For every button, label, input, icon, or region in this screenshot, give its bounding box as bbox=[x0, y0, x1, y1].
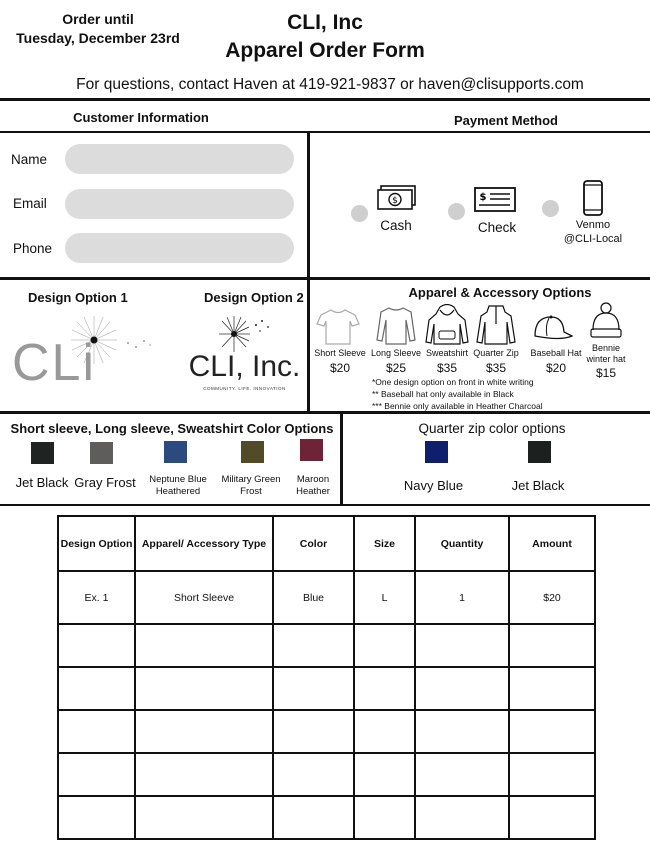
color-label-navy-blue: Navy Blue bbox=[403, 478, 464, 493]
venmo-name: Venmo bbox=[575, 219, 611, 231]
table-row bbox=[58, 796, 595, 839]
phone-label: Phone bbox=[13, 241, 53, 256]
table-cell[interactable] bbox=[135, 624, 273, 667]
short-sleeve-icon bbox=[316, 308, 360, 346]
short-sleeve-label: Short Sleeve bbox=[314, 348, 366, 358]
table-cell[interactable] bbox=[58, 796, 135, 839]
table-cell[interactable] bbox=[354, 667, 415, 710]
table-cell: L bbox=[354, 571, 415, 624]
page-title bbox=[190, 10, 460, 66]
color-swatch-maroon-heather[interactable] bbox=[300, 439, 323, 461]
color-label-neptune-blue: Neptune Blue Heathered bbox=[149, 474, 207, 497]
table-row bbox=[58, 624, 595, 667]
beanie-price: $15 bbox=[595, 366, 617, 380]
apparel-note-3: *** Bennie only available in Heather Charcoal bbox=[372, 401, 543, 411]
table-cell[interactable] bbox=[354, 753, 415, 796]
table-cell[interactable] bbox=[415, 710, 509, 753]
table-row bbox=[58, 667, 595, 710]
apparel-section-title: Apparel & Accessory Options bbox=[408, 285, 592, 300]
table-cell[interactable] bbox=[135, 796, 273, 839]
table-cell[interactable] bbox=[273, 753, 354, 796]
divider bbox=[340, 412, 343, 506]
apparel-note-2: ** Baseball hat only available in Black bbox=[372, 389, 514, 399]
divider bbox=[307, 278, 310, 411]
table-cell[interactable] bbox=[273, 667, 354, 710]
design-option-2-title: Design Option 2 bbox=[204, 290, 304, 305]
venmo-radio[interactable] bbox=[542, 200, 559, 217]
color-label-maroon-heather: Maroon Heather bbox=[296, 474, 330, 497]
phone-field[interactable] bbox=[65, 233, 294, 263]
quarter-zip-icon bbox=[476, 304, 516, 346]
sweatshirt-icon bbox=[425, 304, 469, 346]
color-label-zip-jet-black: Jet Black bbox=[511, 478, 565, 493]
venmo-handle: @CLI-Local bbox=[563, 233, 623, 245]
table-cell: $20 bbox=[509, 571, 595, 624]
table-cell[interactable] bbox=[58, 753, 135, 796]
baseball-hat-label: Baseball Hat bbox=[530, 348, 582, 358]
color-swatch-neptune-blue[interactable] bbox=[164, 441, 187, 463]
table-cell[interactable] bbox=[415, 796, 509, 839]
phone-icon bbox=[582, 180, 604, 216]
color-swatch-navy-blue[interactable] bbox=[425, 441, 448, 463]
color-swatch-zip-jet-black[interactable] bbox=[528, 441, 551, 463]
col-header-color: Color bbox=[273, 516, 354, 571]
design-2-tagline: COMMUNITY. LIFE. INNOVATION bbox=[203, 386, 286, 391]
table-cell[interactable] bbox=[58, 667, 135, 710]
table-cell[interactable] bbox=[509, 667, 595, 710]
divider bbox=[307, 131, 310, 278]
col-header-type: Apparel/ Accessory Type bbox=[135, 516, 273, 571]
long-sleeve-icon bbox=[376, 306, 416, 346]
name-label: Name bbox=[11, 152, 48, 167]
design-2-logo-text: CLI, Inc. bbox=[188, 350, 301, 383]
divider bbox=[0, 98, 650, 101]
col-header-quantity: Quantity bbox=[415, 516, 509, 571]
cash-label: Cash bbox=[380, 218, 412, 233]
col-header-design: Design Option bbox=[58, 516, 135, 571]
long-sleeve-price: $25 bbox=[385, 361, 407, 375]
venmo-label bbox=[560, 218, 626, 246]
table-cell: 1 bbox=[415, 571, 509, 624]
table-cell[interactable] bbox=[415, 753, 509, 796]
form-title: Apparel Order Form bbox=[225, 39, 425, 62]
table-cell: Short Sleeve bbox=[135, 571, 273, 624]
svg-text:$: $ bbox=[392, 196, 398, 206]
table-cell[interactable] bbox=[58, 710, 135, 753]
color-label-military-green: Military Green Frost bbox=[221, 474, 281, 497]
col-header-size: Size bbox=[354, 516, 415, 571]
table-row bbox=[58, 753, 595, 796]
sweatshirt-label: Sweatshirt bbox=[425, 348, 469, 358]
order-until-label: Order until bbox=[62, 11, 134, 27]
table-cell[interactable] bbox=[135, 710, 273, 753]
table-cell[interactable] bbox=[273, 624, 354, 667]
table-cell[interactable] bbox=[354, 796, 415, 839]
divider bbox=[0, 411, 650, 414]
table-cell[interactable] bbox=[415, 667, 509, 710]
table-cell[interactable] bbox=[509, 753, 595, 796]
table-cell[interactable] bbox=[354, 710, 415, 753]
table-cell: Blue bbox=[273, 571, 354, 624]
email-field[interactable] bbox=[65, 189, 294, 219]
company-name: CLI, Inc bbox=[287, 11, 363, 34]
table-cell[interactable] bbox=[415, 624, 509, 667]
name-field[interactable] bbox=[65, 144, 294, 174]
color-swatch-military-green[interactable] bbox=[241, 441, 264, 463]
check-icon bbox=[474, 187, 516, 213]
baseball-hat-price: $20 bbox=[545, 361, 567, 375]
quarter-zip-label: Quarter Zip bbox=[473, 348, 519, 358]
deadline-date: Tuesday, December 23rd bbox=[16, 30, 180, 46]
zip-colors-title: Quarter zip color options bbox=[418, 421, 566, 436]
payment-section-title: Payment Method bbox=[453, 113, 558, 128]
table-cell[interactable] bbox=[509, 710, 595, 753]
table-header-row bbox=[58, 516, 595, 571]
svg-text:$: $ bbox=[479, 192, 487, 203]
color-swatch-jet-black[interactable] bbox=[31, 442, 54, 464]
color-swatch-gray-frost[interactable] bbox=[90, 442, 113, 464]
table-cell[interactable] bbox=[58, 624, 135, 667]
color-label-jet-black: Jet Black bbox=[15, 475, 69, 490]
email-label: Email bbox=[13, 196, 47, 211]
order-deadline bbox=[8, 10, 188, 48]
design-1-logo-text: CLi bbox=[12, 334, 97, 392]
customer-section-title: Customer Information bbox=[73, 110, 209, 125]
short-sleeve-price: $20 bbox=[329, 361, 351, 375]
check-label: Check bbox=[477, 220, 517, 235]
divider bbox=[0, 504, 650, 506]
table-cell[interactable] bbox=[273, 710, 354, 753]
apparel-note-1: *One design option on front in white writing bbox=[372, 377, 534, 387]
baseball-hat-icon bbox=[531, 314, 573, 342]
quarter-zip-price: $35 bbox=[485, 361, 507, 375]
beanie-label: Bennie winter hat bbox=[586, 343, 626, 364]
table-row bbox=[58, 710, 595, 753]
table-cell[interactable] bbox=[273, 796, 354, 839]
table-cell: Ex. 1 bbox=[58, 571, 135, 624]
divider bbox=[310, 131, 650, 133]
cash-radio[interactable] bbox=[351, 205, 368, 222]
table-cell[interactable] bbox=[135, 667, 273, 710]
table-cell[interactable] bbox=[509, 624, 595, 667]
table-cell[interactable] bbox=[135, 753, 273, 796]
divider bbox=[0, 131, 310, 133]
table-cell[interactable] bbox=[354, 624, 415, 667]
contact-line: For questions, contact Haven at 419-921-9837 or haven@clisupports.com bbox=[76, 76, 584, 93]
check-radio[interactable] bbox=[448, 203, 465, 220]
cash-icon bbox=[376, 185, 418, 211]
sweatshirt-price: $35 bbox=[436, 361, 458, 375]
long-sleeve-label: Long Sleeve bbox=[370, 348, 422, 358]
divider bbox=[0, 277, 650, 280]
design-option-1-title: Design Option 1 bbox=[28, 290, 128, 305]
order-table bbox=[57, 515, 596, 840]
shirt-colors-title: Short sleeve, Long sleeve, Sweatshirt Color Options bbox=[10, 421, 334, 436]
color-label-gray-frost: Gray Frost bbox=[74, 475, 136, 490]
table-cell[interactable] bbox=[509, 796, 595, 839]
beanie-icon bbox=[589, 302, 623, 340]
col-header-amount: Amount bbox=[509, 516, 595, 571]
table-row-example bbox=[58, 571, 595, 624]
